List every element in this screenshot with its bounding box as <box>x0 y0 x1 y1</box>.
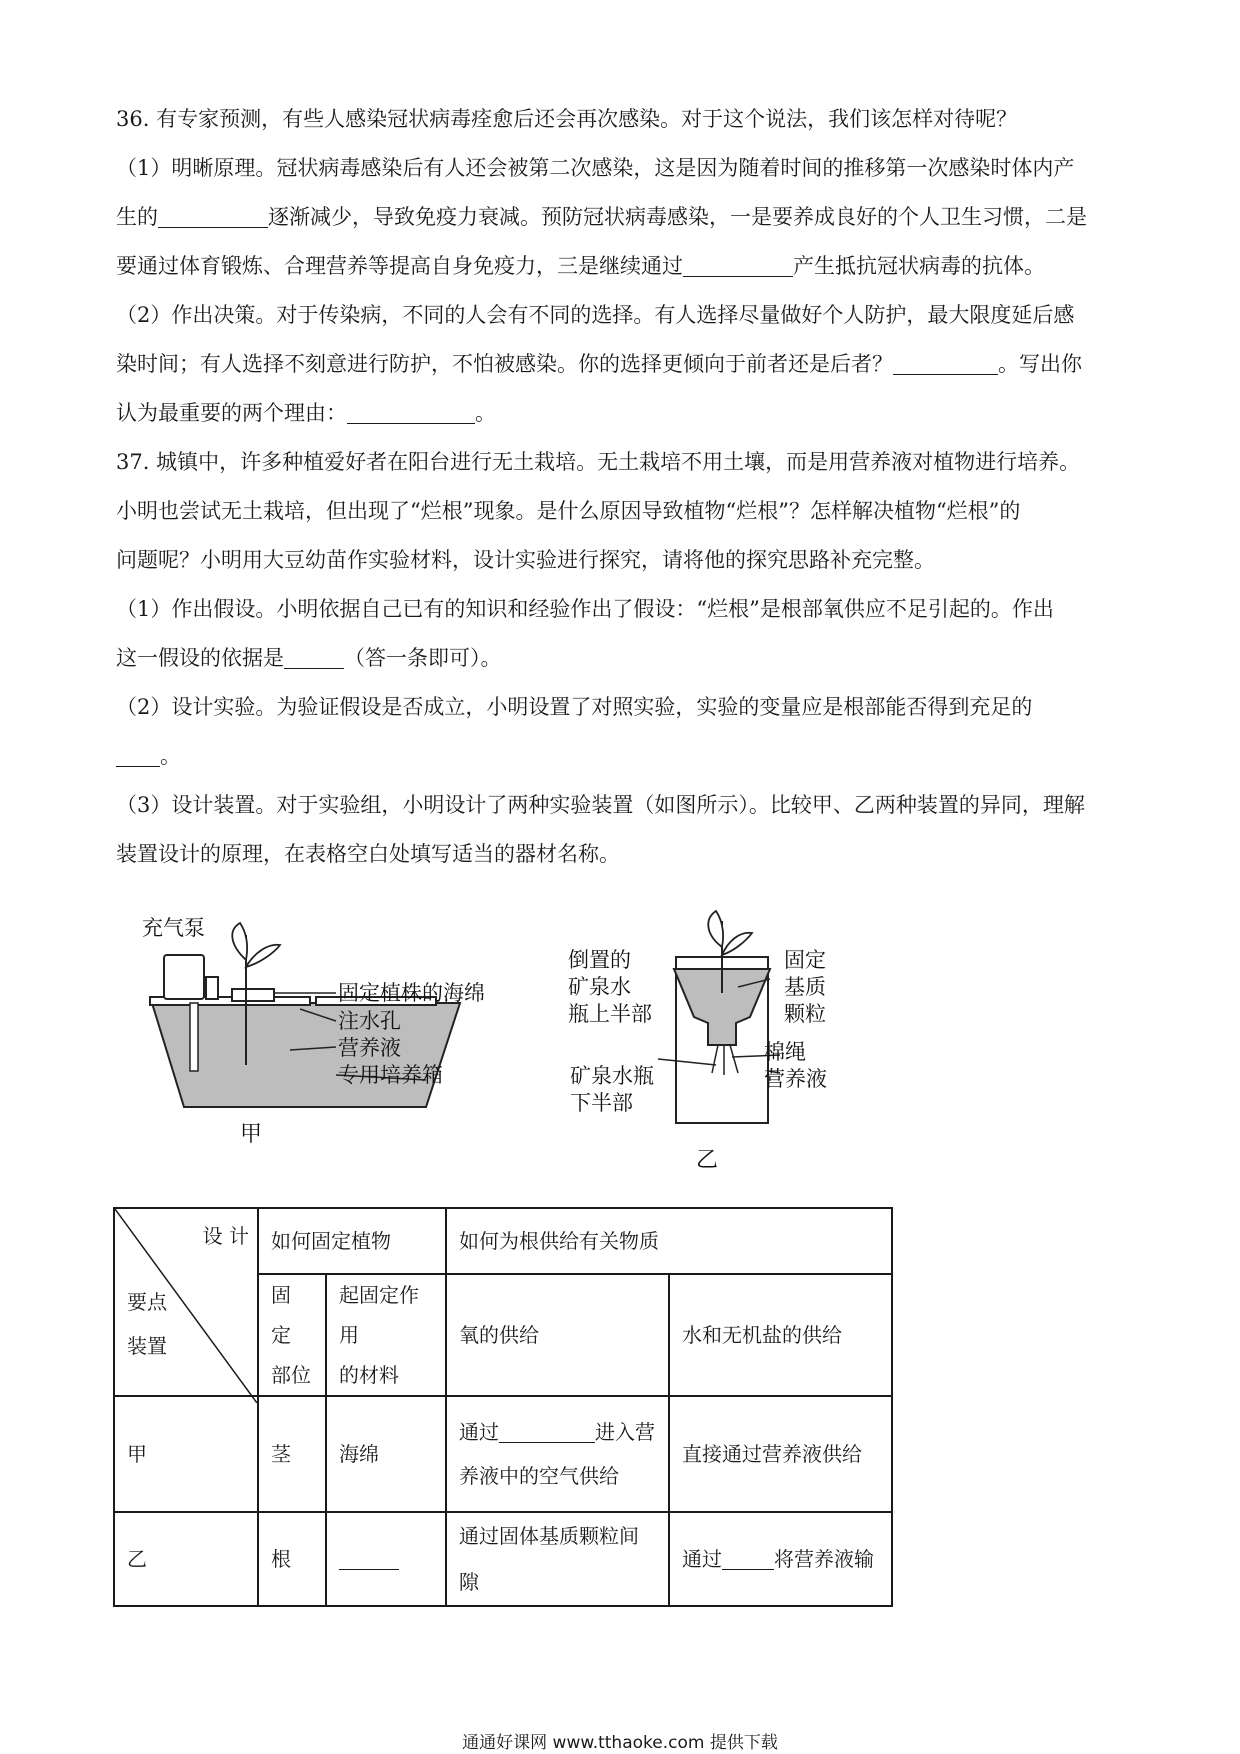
q37-stem-line2: 小明也尝试无土栽培，但出现了“烂根”现象。是什么原因导致植物“烂根”？怎样解决植物“烂根”的 <box>116 499 1021 523</box>
header-fix-plant: 如何固定植物 <box>258 1208 446 1274</box>
answer-blank[interactable] <box>722 1547 774 1570</box>
answer-blank[interactable] <box>339 1547 399 1570</box>
answer-blank[interactable] <box>284 645 344 669</box>
label-fixed-c: 颗粒 <box>784 1002 826 1026</box>
header-oxygen-supply: 氧的供给 <box>446 1274 669 1396</box>
sponge <box>232 989 274 1001</box>
answer-blank[interactable] <box>347 400 475 424</box>
leaf-icon <box>722 933 752 955</box>
q36-part1-line2: 生的 逐渐减少，导致免疫力衰减。预防冠状病毒感染，一是要养成良好的个人卫生习惯，二是 <box>116 205 1087 229</box>
corner-design-label: 设 计 <box>202 1224 249 1248</box>
q36-part2-line3: 认为最重要的两个理由： 。 <box>116 401 496 425</box>
label-pump: 充气泵 <box>142 916 205 940</box>
label-bottom-b: 下半部 <box>570 1091 633 1115</box>
q37-stem-line3: 问题呢？小明用大豆幼苗作实验材料，设计实验进行探究，请将他的探究思路补充完整。 <box>116 548 935 572</box>
q36-part1-line1: （1）明晰原理。冠状病毒感染后有人还会被第二次感染，这是因为随着时间的推移第一次感染时体内产 <box>116 156 1075 180</box>
answer-blank[interactable] <box>499 1420 595 1443</box>
row-jia-oxygen: 通过 进入营 养液中的空气供给 <box>446 1396 669 1512</box>
label-hole: 注水孔 <box>338 1009 401 1033</box>
answer-blank[interactable] <box>158 204 268 228</box>
header-fixed-part: 固 定 部位 <box>258 1274 326 1396</box>
q37-part2-line2: 。 <box>116 732 1126 781</box>
row-yi-water: 通过 将营养液输 <box>669 1512 892 1606</box>
q36-part2-line2: 染时间；有人选择不刻意进行防护，不怕被感染。你的选择更倾向于前者还是后者？ 。写出你 <box>116 352 1082 376</box>
label-box: 专用培养箱 <box>338 1063 443 1087</box>
q36-part1-line3: 要通过体育锻炼、合理营养等提高自身免疫力，三是继续通过 产生抵抗冠状病毒的抗体。 <box>116 254 1045 278</box>
label-inverted-c: 瓶上半部 <box>568 1002 652 1026</box>
q37-part3-line2: 装置设计的原理，在表格空白处填写适当的器材名称。 <box>116 842 620 866</box>
row-jia-material: 海绵 <box>326 1396 446 1512</box>
q37-part1-line1: （1）作出假设。小明依据自己已有的知识和经验作出了假设：“烂根”是根部氧供应不足引起的。作出 <box>116 597 1054 621</box>
corner-point-label: 要点 <box>127 1290 167 1314</box>
row-yi-part: 根 <box>258 1512 326 1606</box>
header-fixing-material: 起固定作用 的材料 <box>326 1274 446 1396</box>
leaf-icon <box>246 945 280 967</box>
row-yi-oxygen: 通过固体基质颗粒间隙 <box>446 1512 669 1606</box>
label-fixed-a: 固定 <box>784 948 826 972</box>
page-footer: 通通好课网 www.tthaoke.com 提供下载 <box>462 1733 778 1753</box>
q36-stem: 36. 有专家预测，有些人感染冠状病毒痊愈后还会再次感染。对于这个说法，我们该怎样对待呢？ <box>116 107 1018 131</box>
label-sponge: 固定植株的海绵 <box>338 981 485 1005</box>
row-jia-part: 茎 <box>258 1396 326 1512</box>
design-table <box>113 1207 893 1607</box>
label-inverted-b: 矿泉水 <box>568 975 631 999</box>
table-corner-cell <box>114 1208 258 1396</box>
figure-jia-caption: 甲 <box>240 1122 263 1145</box>
label-inverted-a: 倒置的 <box>568 948 631 972</box>
row-yi-device: 乙 <box>114 1512 258 1606</box>
air-pump <box>164 955 204 999</box>
q37-stem-line1: 37. 城镇中，许多种植爱好者在阳台进行无土栽培。无土栽培不用土壤，而是用营养液对植物进行培养。 <box>116 450 1081 474</box>
row-yi-material <box>326 1512 446 1606</box>
corner-device-label: 装置 <box>127 1334 167 1358</box>
figure-yi <box>568 905 858 1175</box>
pump-valve <box>206 977 218 999</box>
header-water-supply: 水和无机盐的供给 <box>669 1274 892 1396</box>
answer-blank[interactable] <box>683 253 793 277</box>
figure-jia <box>140 905 560 1145</box>
row-jia-device: 甲 <box>114 1396 258 1512</box>
q37-part2-line1: （2）设计实验。为验证假设是否成立，小明设置了对照实验，实验的变量应是根部能否得到充足的 <box>116 695 1033 719</box>
leaf-icon <box>708 911 723 947</box>
air-tube <box>190 1003 198 1071</box>
label-solution: 营养液 <box>338 1036 401 1060</box>
label-bottom-a: 矿泉水瓶 <box>570 1064 654 1088</box>
leaf-icon <box>232 923 247 960</box>
q36-part2-line1: （2）作出决策。对于传染病，不同的人会有不同的选择。有人选择尽量做好个人防护，最大限度延后感 <box>116 303 1075 327</box>
header-supply: 如何为根供给有关物质 <box>446 1208 892 1274</box>
label-solution: 营养液 <box>764 1067 827 1091</box>
figure-yi-caption: 乙 <box>696 1148 719 1173</box>
answer-blank[interactable] <box>116 743 160 767</box>
answer-blank[interactable] <box>893 351 998 375</box>
q37-part3-line1: （3）设计装置。对于实验组，小明设计了两种实验装置（如图所示）。比较甲、乙两种装置的异同，理解 <box>116 793 1085 817</box>
q37-part1-line2: 这一假设的依据是 （答一条即可）。 <box>116 646 502 670</box>
label-cotton: 棉绳 <box>764 1040 806 1064</box>
row-jia-water: 直接通过营养液供给 <box>669 1396 892 1512</box>
label-fixed-b: 基质 <box>784 975 826 999</box>
